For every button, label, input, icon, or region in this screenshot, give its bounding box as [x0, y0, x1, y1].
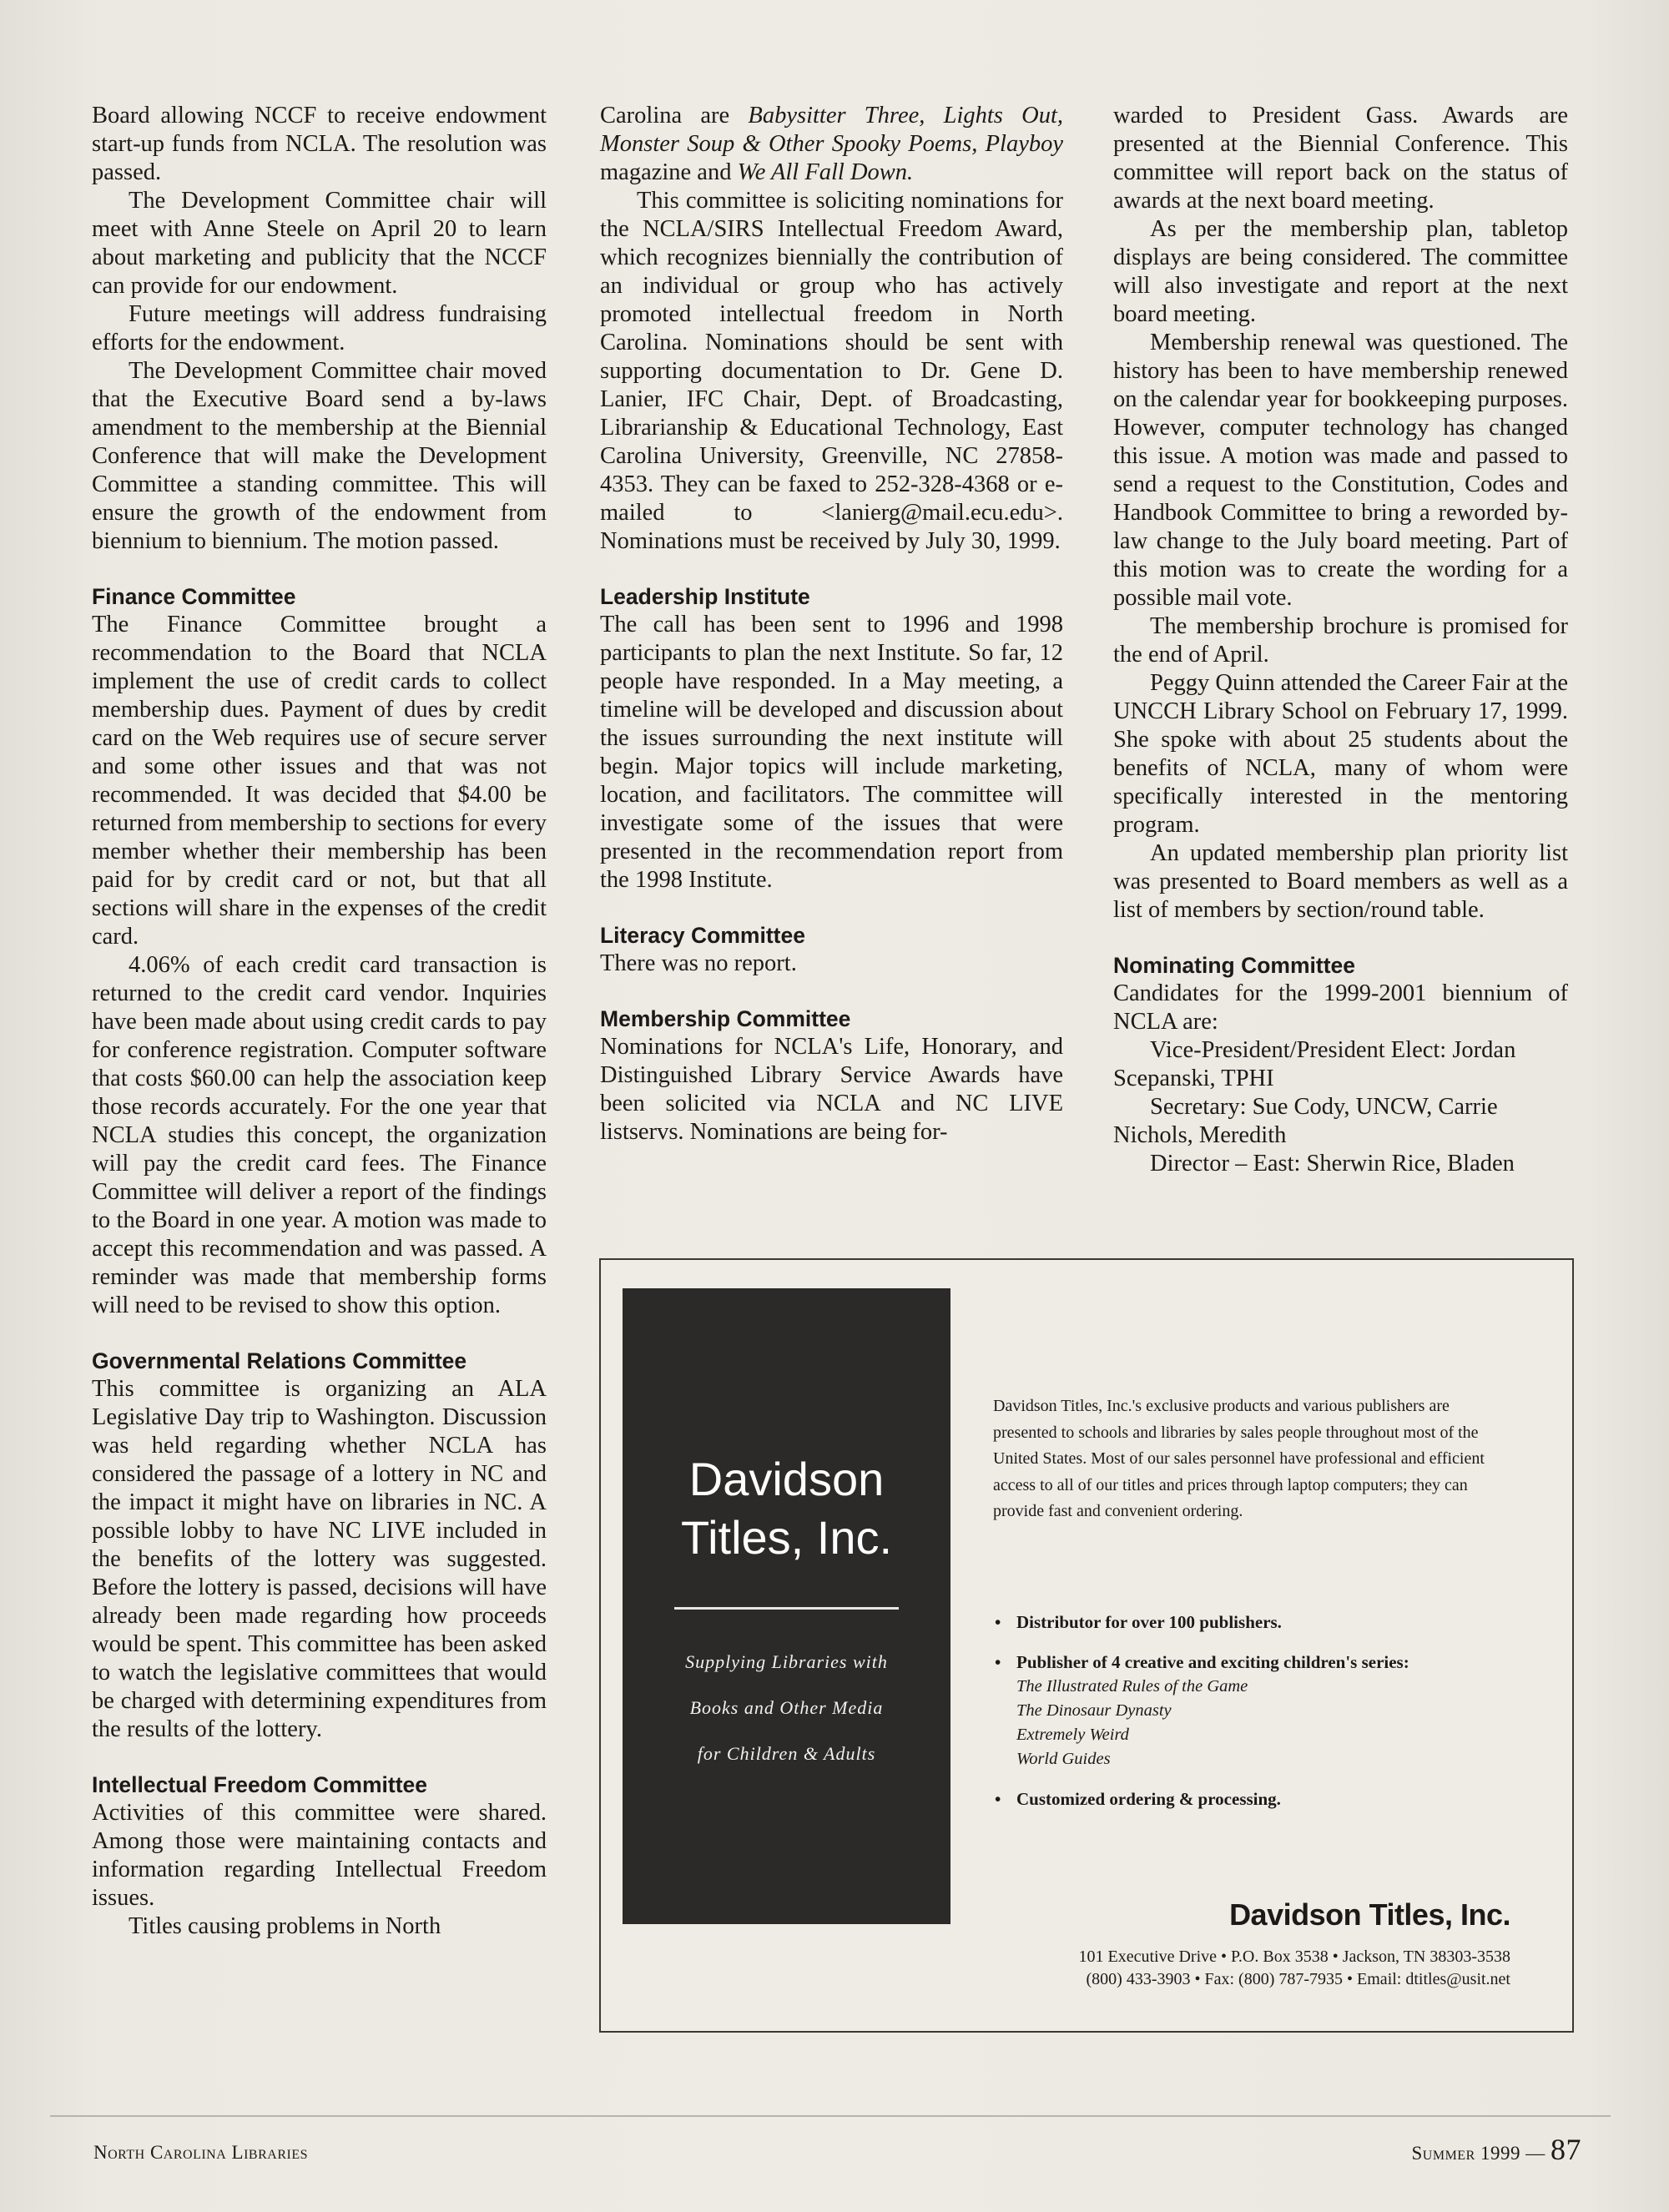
text-run: magazine and [600, 159, 738, 185]
paragraph: This committee is soliciting nominations for the NCLA/SIRS Intellectual Freedom Award, which recognizes biennially the contribution of an individual or group who has actively promoted intellectual freedom in North Carolina. Nominations should be sent with supporting documentation to Dr. Gene D. Lanier, IFC Chair, Dept. of Broadcasting, Librarianship & Educational Technology, East Carolina University, Greenville, NC 27858-4353. They can be faxed to 252-328-4368 or e-mailed to <lanierg@mail.ecu.edu>. Nominations must be received by July 30, 1999. [600, 188, 1063, 554]
section-heading-leadership: Leadership Institute [600, 584, 810, 609]
issue-date: Summer 1999 [1411, 2143, 1520, 2164]
text-run: Carolina are [600, 103, 749, 128]
series-title: The Illustrated Rules of the Game [1016, 1677, 1248, 1696]
paragraph: Candidates for the 1999-2001 biennium of NCLA are: [1113, 980, 1568, 1035]
series-title: Extremely Weird [1016, 1726, 1129, 1744]
paragraph: There was no report. [600, 950, 797, 976]
footer-divider [50, 2115, 1611, 2117]
davidson-titles-advertisement [599, 1258, 1574, 2033]
paragraph: An updated membership plan priority list was presented to Board members as well as a list of members by section/round table. [1113, 840, 1568, 923]
section-heading-governmental: Governmental Relations Committee [92, 1348, 467, 1373]
paragraph: Vice-President/President Elect: Jordan Scepanski, TPHI [1113, 1037, 1516, 1091]
ad-name-line: Titles, Inc. [680, 1511, 893, 1564]
ad-logo-text: Davidson Titles, Inc. [1229, 1897, 1510, 1932]
ad-address-line: (800) 433-3903 • Fax: (800) 787-7935 • Email: dtitles@usit.net [1086, 1970, 1510, 1988]
section-heading-membership: Membership Committee [600, 1006, 851, 1031]
ad-tagline-line: for Children & Adults [697, 1743, 876, 1764]
series-title: World Guides [1016, 1750, 1111, 1768]
ad-bullet: • Customized ordering & processing. [995, 1787, 1512, 1811]
paragraph: Peggy Quinn attended the Career Fair at the UNCCH Library School on February 17, 1999. She spoke with about 25 students about the benefits of NCLA, many of whom were specifically interested in the mentoring program. [1113, 670, 1568, 838]
ad-description: Davidson Titles, Inc.'s exclusive products and various publishers are presented to schools and libraries by sales people throughout most of the United States. Most of our sales personnel have professional and efficient access to all of our titles and prices through laptop computers; they can provide fast and convenient ordering. [993, 1397, 1485, 1520]
paragraph: 4.06% of each credit card transaction is returned to the credit card vendor. Inquiries have been made about using credit cards to pay for conference registration. Computer software that costs $60.00 can help the association keep those records accurately. For the one year that NCLA studies this concept, the organization will pay the credit card fees. The Finance Committee will deliver a report of the findings to the Board in one year. A motion was made to accept this recommendation and was passed. A reminder was made that membership forms will need to be revised to show this option. [92, 952, 547, 1318]
paragraph: This committee is organizing an ALA Legislative Day trip to Washington. Discussion was held regarding whether NCLA has considered the passage of a lottery in NC and the impact it might have on libraries in NC. A possible lobby to have NC LIVE included in the benefits of the lottery was suggested. Before the lottery is passed, decisions will have already been made regarding how proceeds would be spent. This committee has been asked to watch the legislative committees that would be charged with determining expenditures from the results of the lottery. [92, 1376, 547, 1742]
paragraph: As per the membership plan, tabletop displays are being considered. The committee will also investigate and report at the next board meeting. [1113, 216, 1568, 327]
section-heading-finance: Finance Committee [92, 584, 296, 609]
paragraph: Membership renewal was questioned. The history has been to have membership renewed on the calendar year for bookkeeping purposes. However, computer technology has changed this issue. A motion was made and passed to send a request to the Constitution, Codes and Handbook Committee to bring a reworded by-law change to the July board meeting. Part of this motion was to create the wording for a possible mail vote. [1113, 330, 1568, 611]
ad-name-line: Davidson [688, 1453, 885, 1505]
paragraph: Board allowing NCCF to receive endowment start-up funds from NCLA. The resolution was passed. [92, 103, 547, 185]
book-titles: Babysitter Three, Lights Out, Monster Soup & Other Spooky Poems, Playboy [600, 103, 1063, 157]
ad-bullet-list [995, 1610, 1512, 1811]
journal-name: North Carolina Libraries [93, 2142, 308, 2163]
paragraph: The call has been sent to 1996 and 1998 participants to plan the next Institute. So far, 12 people have responded. In a May meeting, a timeline will be developed and discussion about the issues surrounding the next institute will begin. Major topics will include marketing, location, and facilitators. The committee will investigate some of the issues that were presented in the recommendation report from the 1998 Institute. [600, 612, 1063, 893]
ad-dark-panel [623, 1288, 950, 1924]
ad-address-line: 101 Executive Drive • P.O. Box 3538 • Jackson, TN 38303-3538 [1078, 1947, 1510, 1966]
ad-divider [674, 1607, 899, 1610]
paragraph: The Development Committee chair moved that the Executive Board send a by-laws amendment to the membership at the Biennial Conference that will make the Development Committee a standing committee. This will ensure the growth of the endowment from biennium to biennium. The motion passed. [92, 358, 547, 554]
series-title: The Dinosaur Dynasty [1016, 1701, 1172, 1720]
column-middle [600, 102, 1063, 1146]
section-heading-nominating: Nominating Committee [1113, 953, 1356, 978]
paragraph: Activities of this committee were shared. Among those were maintaining contacts and information regarding Intellectual Freedom issues. [92, 1800, 547, 1911]
paragraph: Future meetings will address fundraising efforts for the endowment. [92, 301, 547, 355]
ad-company-name [623, 1450, 950, 1567]
ad-tagline-line: Books and Other Media [689, 1697, 884, 1718]
book-titles: We All Fall Down. [737, 159, 914, 185]
paragraph: Titles causing problems in North [129, 1913, 441, 1939]
section-heading-intellectual-freedom: Intellectual Freedom Committee [92, 1772, 428, 1797]
ad-bullet: • Distributor for over 100 publishers. [995, 1610, 1512, 1635]
page-footer [1331, 2132, 1581, 2167]
page-number: 87 [1551, 2133, 1581, 2166]
paragraph: Secretary: Sue Cody, UNCW, Carrie Nichols, Meredith [1113, 1094, 1498, 1148]
paragraph: Director – East: Sherwin Rice, Bladen [1150, 1151, 1515, 1177]
paragraph: The Development Committee chair will meet with Anne Steele on April 20 to learn about marketing and publicity that the NCCF can provide for our endowment. [92, 188, 547, 299]
column-right [1113, 102, 1568, 1178]
paragraph: Nominations for NCLA's Life, Honorary, and Distinguished Library Service Awards have been solicited via NCLA and NC LIVE listservs. Nominations are being for- [600, 1034, 1063, 1145]
paragraph: warded to President Gass. Awards are presented at the Biennial Conference. This committee will report back on the status of awards at the next board meeting. [1113, 103, 1568, 214]
paragraph [600, 102, 1063, 187]
column-left [92, 102, 547, 1941]
ad-address [993, 1946, 1510, 1991]
section-heading-literacy: Literacy Committee [600, 923, 805, 948]
paragraph: The Finance Committee brought a recommendation to the Board that NCLA implement the use of credit cards to collect membership dues. Payment of dues by credit card on the Web requires use of secure server and some other issues and that was not recommended. It was decided that $4.00 be returned from membership to sections for every member whether their membership has been paid for by credit card or not, but that all sections will share in the expenses of the credit card. [92, 612, 547, 950]
ad-bullet: • Publisher of 4 creative and exciting children's series: [995, 1650, 1512, 1675]
paragraph: The membership brochure is promised for the end of April. [1113, 613, 1568, 668]
footer-dash: — [1525, 2143, 1545, 2164]
ad-tagline [623, 1639, 950, 1776]
ad-tagline-line: Supplying Libraries with [685, 1651, 888, 1672]
